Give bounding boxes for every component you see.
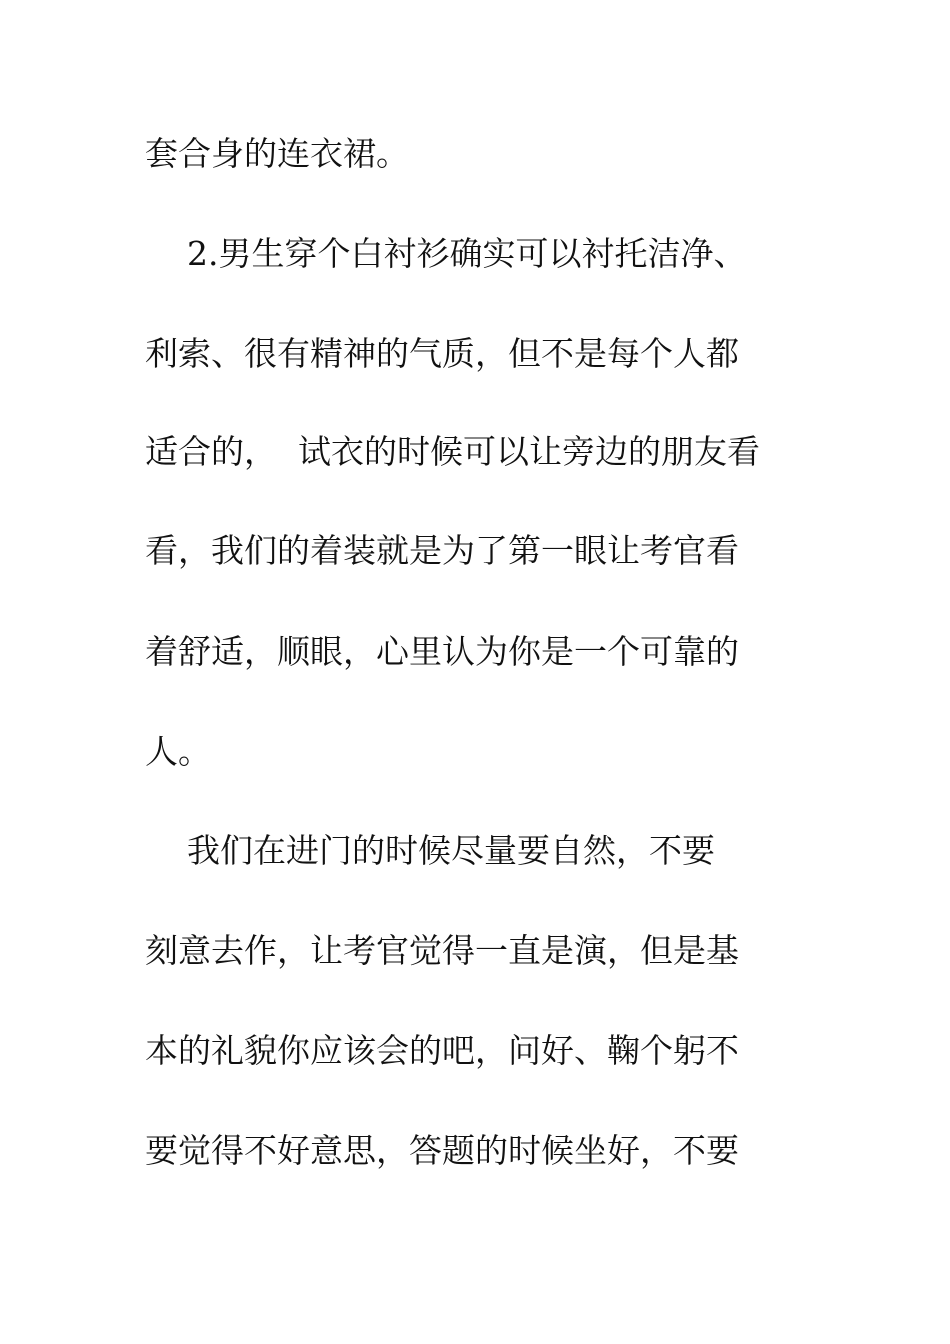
text-line: 本的礼貌你应该会的吧，问好、鞠个躬不 [145,1031,739,1070]
text-line: 刻意去作，让考官觉得一直是演，但是基 [145,931,739,970]
text-line: 2.男生穿个白衬衫确实可以衬托洁净、 [145,234,747,273]
text-line: 着舒适，顺眼，心里认为你是一个可靠的 [145,632,739,671]
text-line: 我们在进门的时候尽量要自然，不要 [145,831,715,870]
text-line: 人。 [145,732,211,771]
text-line: 利索、很有精神的气质，但不是每个人都 [145,334,739,373]
text-line: 适合的， 试衣的时候可以让旁边的朋友看 [145,432,760,471]
text-line: 套合身的连衣裙。 [145,134,409,173]
text-line: 要觉得不好意思，答题的时候坐好，不要 [145,1131,739,1170]
text-line: 看，我们的着装就是为了第一眼让考官看 [145,531,739,570]
